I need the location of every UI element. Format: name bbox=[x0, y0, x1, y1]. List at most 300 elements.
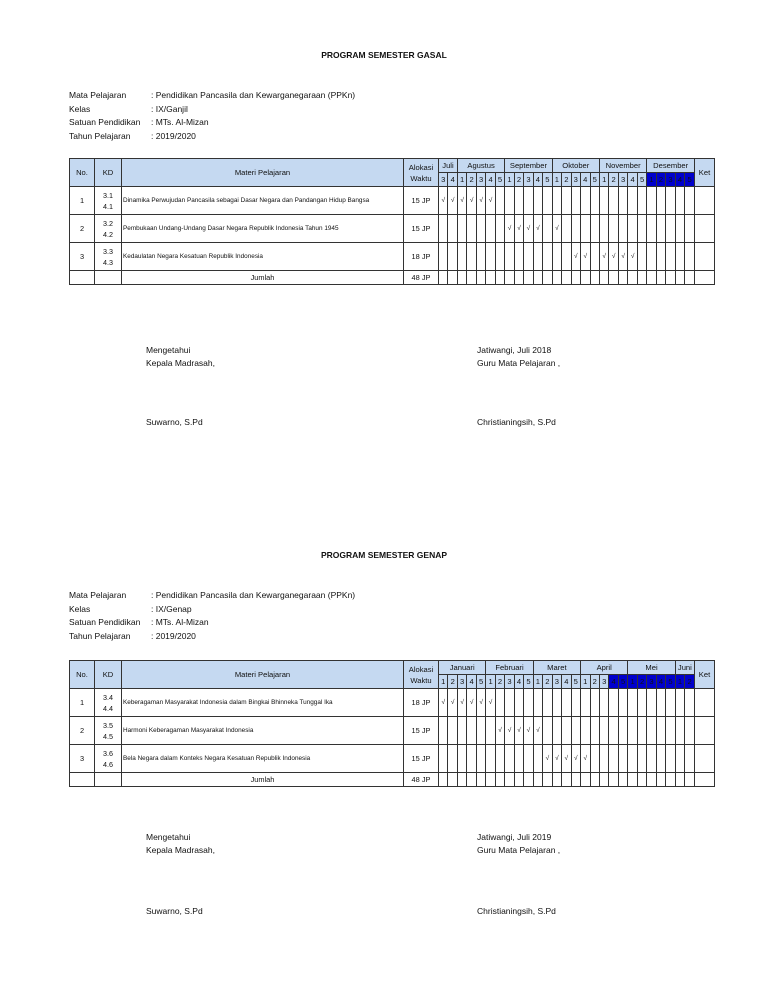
week-cell bbox=[656, 187, 665, 215]
header-week: 5 bbox=[543, 173, 552, 187]
genap-schedule-table bbox=[69, 660, 715, 787]
week-cell bbox=[647, 215, 656, 243]
row-kd-2: 4.6 bbox=[103, 759, 113, 769]
week-cell bbox=[467, 773, 476, 787]
week-cell bbox=[533, 243, 542, 271]
week-cell bbox=[675, 243, 684, 271]
week-cell bbox=[675, 271, 684, 285]
header-alokasi-2: Waktu bbox=[410, 675, 432, 685]
week-cell bbox=[533, 745, 542, 773]
header-week: 2 bbox=[495, 675, 504, 689]
week-cell bbox=[514, 271, 523, 285]
week-cell bbox=[656, 689, 665, 717]
table-row bbox=[70, 717, 715, 745]
week-cell bbox=[533, 689, 542, 717]
info-label: Kelas bbox=[69, 603, 91, 614]
header-month: Agustus bbox=[457, 159, 504, 173]
week-cell bbox=[571, 187, 580, 215]
week-cell bbox=[666, 717, 675, 745]
header-week: 3 bbox=[599, 675, 608, 689]
header-week: 2 bbox=[590, 675, 599, 689]
week-cell bbox=[562, 187, 571, 215]
header-week: 3 bbox=[439, 173, 448, 187]
row-ket bbox=[695, 773, 715, 787]
sig-line: Kepala Madrasah, bbox=[146, 358, 215, 368]
row-no: 1 bbox=[70, 187, 95, 215]
week-cell bbox=[685, 689, 695, 717]
check-mark: √ bbox=[514, 717, 523, 745]
week-cell bbox=[590, 745, 599, 773]
row-ket bbox=[695, 689, 715, 717]
row-alokasi: 18 JP bbox=[404, 243, 439, 271]
week-cell bbox=[656, 215, 665, 243]
week-cell bbox=[628, 271, 637, 285]
check-mark: √ bbox=[571, 243, 580, 271]
week-cell bbox=[457, 745, 466, 773]
week-cell bbox=[543, 689, 552, 717]
check-mark: √ bbox=[476, 187, 485, 215]
header-week: 3 bbox=[552, 675, 561, 689]
week-cell bbox=[637, 271, 646, 285]
info-label: Mata Pelajaran bbox=[69, 590, 127, 600]
gasal-signature-left bbox=[146, 344, 215, 370]
header-alokasi bbox=[404, 661, 439, 689]
check-mark: √ bbox=[533, 717, 542, 745]
row-kd bbox=[95, 689, 122, 717]
header-week: 4 bbox=[628, 173, 637, 187]
header-week: 4 bbox=[533, 173, 542, 187]
header-materi: Materi Pelajaran bbox=[122, 159, 404, 187]
week-cell bbox=[467, 215, 476, 243]
header-week: 4 bbox=[486, 173, 495, 187]
header-week: 3 bbox=[618, 173, 627, 187]
week-cell bbox=[647, 745, 656, 773]
info-label: Tahun Pelajaran bbox=[69, 631, 131, 642]
check-mark: √ bbox=[448, 187, 457, 215]
week-cell bbox=[581, 187, 590, 215]
row-alokasi: 15 JP bbox=[404, 187, 439, 215]
week-cell bbox=[533, 187, 542, 215]
row-kd bbox=[95, 187, 122, 215]
info-value: : Pendidikan Pancasila dan Kewarganegaraan (PPKn) bbox=[151, 90, 356, 100]
week-cell bbox=[571, 271, 580, 285]
week-cell bbox=[685, 271, 695, 285]
header-week: 1 bbox=[439, 675, 448, 689]
table-row bbox=[70, 187, 715, 215]
week-cell bbox=[514, 745, 523, 773]
week-cell bbox=[666, 215, 675, 243]
genap-signature-left-name: Suwarno, S.Pd bbox=[146, 906, 203, 916]
check-mark: √ bbox=[599, 243, 608, 271]
check-mark: √ bbox=[628, 243, 637, 271]
week-cell bbox=[543, 717, 552, 745]
check-mark: √ bbox=[457, 187, 466, 215]
check-mark: √ bbox=[439, 187, 448, 215]
header-week: 2 bbox=[637, 675, 646, 689]
week-cell bbox=[448, 773, 457, 787]
header-week: 4 bbox=[656, 675, 665, 689]
week-cell bbox=[647, 773, 656, 787]
header-week: 4 bbox=[448, 173, 457, 187]
row-kd-2: 4.3 bbox=[103, 257, 113, 267]
header-week: 3 bbox=[647, 675, 656, 689]
header-month: Mei bbox=[628, 661, 675, 675]
row-no: 2 bbox=[70, 717, 95, 745]
week-cell bbox=[476, 745, 485, 773]
week-cell bbox=[448, 215, 457, 243]
jumlah-label: Jumlah bbox=[122, 773, 404, 787]
week-cell bbox=[637, 745, 646, 773]
header-alokasi-1: Alokasi bbox=[408, 162, 434, 172]
week-cell bbox=[685, 773, 695, 787]
header-week: 5 bbox=[571, 675, 580, 689]
week-cell bbox=[552, 717, 561, 745]
header-no: No. bbox=[70, 159, 95, 187]
week-cell bbox=[571, 215, 580, 243]
week-cell bbox=[656, 243, 665, 271]
week-cell bbox=[609, 215, 618, 243]
week-cell bbox=[599, 187, 608, 215]
sig-line: Mengetahui bbox=[146, 832, 191, 842]
week-cell bbox=[486, 215, 495, 243]
week-cell bbox=[505, 689, 514, 717]
week-cell bbox=[618, 187, 627, 215]
week-cell bbox=[609, 187, 618, 215]
row-ket bbox=[695, 271, 715, 285]
week-cell bbox=[571, 689, 580, 717]
week-cell bbox=[562, 717, 571, 745]
row-ket bbox=[695, 745, 715, 773]
row-kd-1: 3.2 bbox=[103, 218, 113, 228]
header-kd: KD bbox=[95, 159, 122, 187]
header-week: 1 bbox=[552, 173, 561, 187]
week-cell bbox=[439, 745, 448, 773]
row-kd bbox=[95, 745, 122, 773]
week-cell bbox=[581, 689, 590, 717]
week-cell bbox=[590, 773, 599, 787]
check-mark: √ bbox=[514, 215, 523, 243]
week-cell bbox=[618, 271, 627, 285]
sig-line: Kepala Madrasah, bbox=[146, 845, 215, 855]
week-cell bbox=[581, 773, 590, 787]
header-month: Desember bbox=[647, 159, 695, 173]
week-cell bbox=[524, 271, 533, 285]
week-cell bbox=[543, 215, 552, 243]
header-month: Januari bbox=[439, 661, 486, 675]
header-week: 3 bbox=[476, 173, 485, 187]
sig-line: Mengetahui bbox=[146, 345, 191, 355]
jumlah-row bbox=[70, 773, 715, 787]
jumlah-blank bbox=[70, 773, 95, 787]
week-cell bbox=[495, 271, 504, 285]
check-mark: √ bbox=[457, 689, 466, 717]
week-cell bbox=[571, 717, 580, 745]
week-cell bbox=[476, 215, 485, 243]
week-cell bbox=[495, 187, 504, 215]
table-row bbox=[70, 215, 715, 243]
check-mark: √ bbox=[486, 689, 495, 717]
week-cell bbox=[647, 187, 656, 215]
header-no: No. bbox=[70, 661, 95, 689]
week-cell bbox=[457, 215, 466, 243]
week-cell bbox=[495, 243, 504, 271]
week-cell bbox=[448, 717, 457, 745]
week-cell bbox=[476, 243, 485, 271]
week-cell bbox=[666, 271, 675, 285]
header-week: 1 bbox=[647, 173, 656, 187]
week-cell bbox=[666, 187, 675, 215]
jumlah-row bbox=[70, 271, 715, 285]
week-cell bbox=[656, 773, 665, 787]
row-kd-2: 4.5 bbox=[103, 731, 113, 741]
week-cell bbox=[609, 745, 618, 773]
jumlah-blank bbox=[95, 773, 122, 787]
header-alokasi-2: Waktu bbox=[410, 173, 432, 183]
week-cell bbox=[486, 717, 495, 745]
info-value: : IX/Ganjil bbox=[151, 103, 188, 114]
check-mark: √ bbox=[505, 717, 514, 745]
week-cell bbox=[637, 215, 646, 243]
header-month: April bbox=[581, 661, 628, 675]
week-cell bbox=[590, 187, 599, 215]
week-cell bbox=[552, 187, 561, 215]
week-cell bbox=[448, 243, 457, 271]
week-cell bbox=[476, 773, 485, 787]
week-cell bbox=[448, 745, 457, 773]
week-cell bbox=[685, 187, 695, 215]
info-label: Satuan Pendidikan bbox=[69, 117, 141, 128]
table-row bbox=[70, 243, 715, 271]
week-cell bbox=[495, 745, 504, 773]
row-kd-2: 4.2 bbox=[103, 229, 113, 239]
info-value: : 2019/2020 bbox=[151, 131, 196, 142]
header-week: 4 bbox=[609, 675, 618, 689]
header-week: 5 bbox=[590, 173, 599, 187]
row-kd bbox=[95, 717, 122, 745]
check-mark: √ bbox=[543, 745, 552, 773]
info-label: Tahun Pelajaran bbox=[69, 131, 131, 142]
check-mark: √ bbox=[467, 187, 476, 215]
week-cell bbox=[533, 773, 542, 787]
week-cell bbox=[543, 271, 552, 285]
row-kd-2: 4.1 bbox=[103, 201, 113, 211]
check-mark: √ bbox=[467, 689, 476, 717]
row-kd-2: 4.4 bbox=[103, 703, 113, 713]
week-cell bbox=[524, 187, 533, 215]
header-month: Maret bbox=[533, 661, 580, 675]
jumlah-blank bbox=[95, 271, 122, 285]
week-cell bbox=[685, 717, 695, 745]
row-no: 2 bbox=[70, 215, 95, 243]
week-cell bbox=[609, 689, 618, 717]
header-month: Oktober bbox=[552, 159, 599, 173]
header-month: Juli bbox=[439, 159, 458, 173]
week-cell bbox=[467, 717, 476, 745]
week-cell bbox=[514, 243, 523, 271]
week-cell bbox=[495, 773, 504, 787]
header-week: 4 bbox=[581, 173, 590, 187]
week-cell bbox=[666, 745, 675, 773]
week-cell bbox=[543, 187, 552, 215]
table-row bbox=[70, 689, 715, 717]
info-value: : 2019/2020 bbox=[151, 631, 196, 642]
header-week: 5 bbox=[524, 675, 533, 689]
week-cell bbox=[685, 215, 695, 243]
header-week: 2 bbox=[685, 675, 695, 689]
week-cell bbox=[675, 773, 684, 787]
header-month: Februari bbox=[486, 661, 533, 675]
genap-signature-right-name: Christianingsih, S.Pd bbox=[477, 906, 556, 916]
week-cell bbox=[675, 187, 684, 215]
header-week: 5 bbox=[618, 675, 627, 689]
week-cell bbox=[628, 717, 637, 745]
week-cell bbox=[439, 271, 448, 285]
info-value: : IX/Genap bbox=[151, 603, 192, 614]
genap-title: PROGRAM SEMESTER GENAP bbox=[320, 550, 448, 560]
header-month: November bbox=[599, 159, 646, 173]
row-alokasi: 15 JP bbox=[404, 717, 439, 745]
week-cell bbox=[618, 215, 627, 243]
week-cell bbox=[524, 243, 533, 271]
info-label: Satuan Pendidikan bbox=[69, 617, 141, 628]
week-cell bbox=[467, 271, 476, 285]
header-week: 5 bbox=[495, 173, 504, 187]
week-cell bbox=[628, 215, 637, 243]
week-cell bbox=[581, 215, 590, 243]
header-month: September bbox=[505, 159, 552, 173]
week-cell bbox=[685, 243, 695, 271]
week-cell bbox=[637, 689, 646, 717]
week-cell bbox=[599, 689, 608, 717]
week-cell bbox=[514, 689, 523, 717]
header-week: 1 bbox=[457, 173, 466, 187]
week-cell bbox=[581, 271, 590, 285]
header-week: 5 bbox=[476, 675, 485, 689]
week-cell bbox=[562, 773, 571, 787]
check-mark: √ bbox=[581, 745, 590, 773]
week-cell bbox=[562, 271, 571, 285]
week-cell bbox=[599, 215, 608, 243]
week-cell bbox=[590, 215, 599, 243]
week-cell bbox=[467, 745, 476, 773]
week-cell bbox=[637, 773, 646, 787]
row-kd bbox=[95, 215, 122, 243]
header-week: 2 bbox=[562, 173, 571, 187]
check-mark: √ bbox=[618, 243, 627, 271]
row-materi: Dinamika Perwujudan Pancasila sebagai Dasar Negara dan Pandangan Hidup Bangsa bbox=[122, 187, 404, 215]
header-week: 4 bbox=[467, 675, 476, 689]
header-month: Juni bbox=[675, 661, 694, 675]
header-week: 3 bbox=[666, 173, 675, 187]
jumlah-blank bbox=[70, 271, 95, 285]
header-alokasi bbox=[404, 159, 439, 187]
week-cell bbox=[486, 745, 495, 773]
header-week: 3 bbox=[524, 173, 533, 187]
week-cell bbox=[552, 271, 561, 285]
week-cell bbox=[571, 773, 580, 787]
header-kd: KD bbox=[95, 661, 122, 689]
header-week: 2 bbox=[514, 173, 523, 187]
header-alokasi-1: Alokasi bbox=[408, 664, 434, 674]
row-ket bbox=[695, 717, 715, 745]
week-cell bbox=[675, 717, 684, 745]
week-cell bbox=[457, 717, 466, 745]
week-cell bbox=[628, 689, 637, 717]
week-cell bbox=[505, 187, 514, 215]
week-cell bbox=[647, 689, 656, 717]
week-cell bbox=[656, 717, 665, 745]
header-week: 5 bbox=[685, 173, 695, 187]
sig-line: Guru Mata Pelajaran , bbox=[477, 845, 561, 855]
row-no: 1 bbox=[70, 689, 95, 717]
check-mark: √ bbox=[524, 215, 533, 243]
genap-signature-right bbox=[477, 831, 560, 857]
week-cell bbox=[439, 243, 448, 271]
week-cell bbox=[628, 773, 637, 787]
week-cell bbox=[609, 717, 618, 745]
header-ket: Ket bbox=[695, 661, 715, 689]
week-cell bbox=[552, 689, 561, 717]
week-cell bbox=[599, 271, 608, 285]
header-week: 3 bbox=[571, 173, 580, 187]
week-cell bbox=[590, 689, 599, 717]
week-cell bbox=[476, 717, 485, 745]
row-kd bbox=[95, 243, 122, 271]
check-mark: √ bbox=[439, 689, 448, 717]
header-materi: Materi Pelajaran bbox=[122, 661, 404, 689]
week-cell bbox=[599, 717, 608, 745]
jumlah-value: 48 JP bbox=[404, 271, 439, 285]
header-week: 4 bbox=[562, 675, 571, 689]
week-cell bbox=[618, 745, 627, 773]
week-cell bbox=[618, 773, 627, 787]
week-cell bbox=[647, 243, 656, 271]
week-cell bbox=[675, 215, 684, 243]
check-mark: √ bbox=[571, 745, 580, 773]
week-cell bbox=[505, 745, 514, 773]
week-cell bbox=[495, 215, 504, 243]
jumlah-label: Jumlah bbox=[122, 271, 404, 285]
row-kd-1: 3.3 bbox=[103, 246, 113, 256]
info-label: Kelas bbox=[69, 103, 91, 114]
week-cell bbox=[647, 271, 656, 285]
row-kd-1: 3.4 bbox=[103, 692, 113, 702]
week-cell bbox=[609, 271, 618, 285]
gasal-signature-left-name: Suwarno, S.Pd bbox=[146, 417, 203, 427]
row-alokasi: 15 JP bbox=[404, 745, 439, 773]
week-cell bbox=[524, 773, 533, 787]
week-cell bbox=[562, 243, 571, 271]
info-value: : MTs. Al-Mizan bbox=[151, 117, 209, 128]
header-week: 4 bbox=[514, 675, 523, 689]
genap-info bbox=[69, 589, 355, 644]
check-mark: √ bbox=[552, 215, 561, 243]
check-mark: √ bbox=[581, 243, 590, 271]
info-value: : Pendidikan Pancasila dan Kewarganegaraan (PPKn) bbox=[151, 590, 356, 600]
week-cell bbox=[637, 243, 646, 271]
row-materi: Pembukaan Undang-Undang Dasar Negara Republik Indonesia Tahun 1945 bbox=[122, 215, 404, 243]
header-week: 2 bbox=[656, 173, 665, 187]
info-value: : MTs. Al-Mizan bbox=[151, 617, 209, 628]
sig-line: Guru Mata Pelajaran , bbox=[477, 358, 561, 368]
week-cell bbox=[505, 271, 514, 285]
genap-signature-left bbox=[146, 831, 215, 857]
week-cell bbox=[581, 717, 590, 745]
week-cell bbox=[457, 243, 466, 271]
header-week: 5 bbox=[637, 173, 646, 187]
week-cell bbox=[656, 745, 665, 773]
row-alokasi: 18 JP bbox=[404, 689, 439, 717]
